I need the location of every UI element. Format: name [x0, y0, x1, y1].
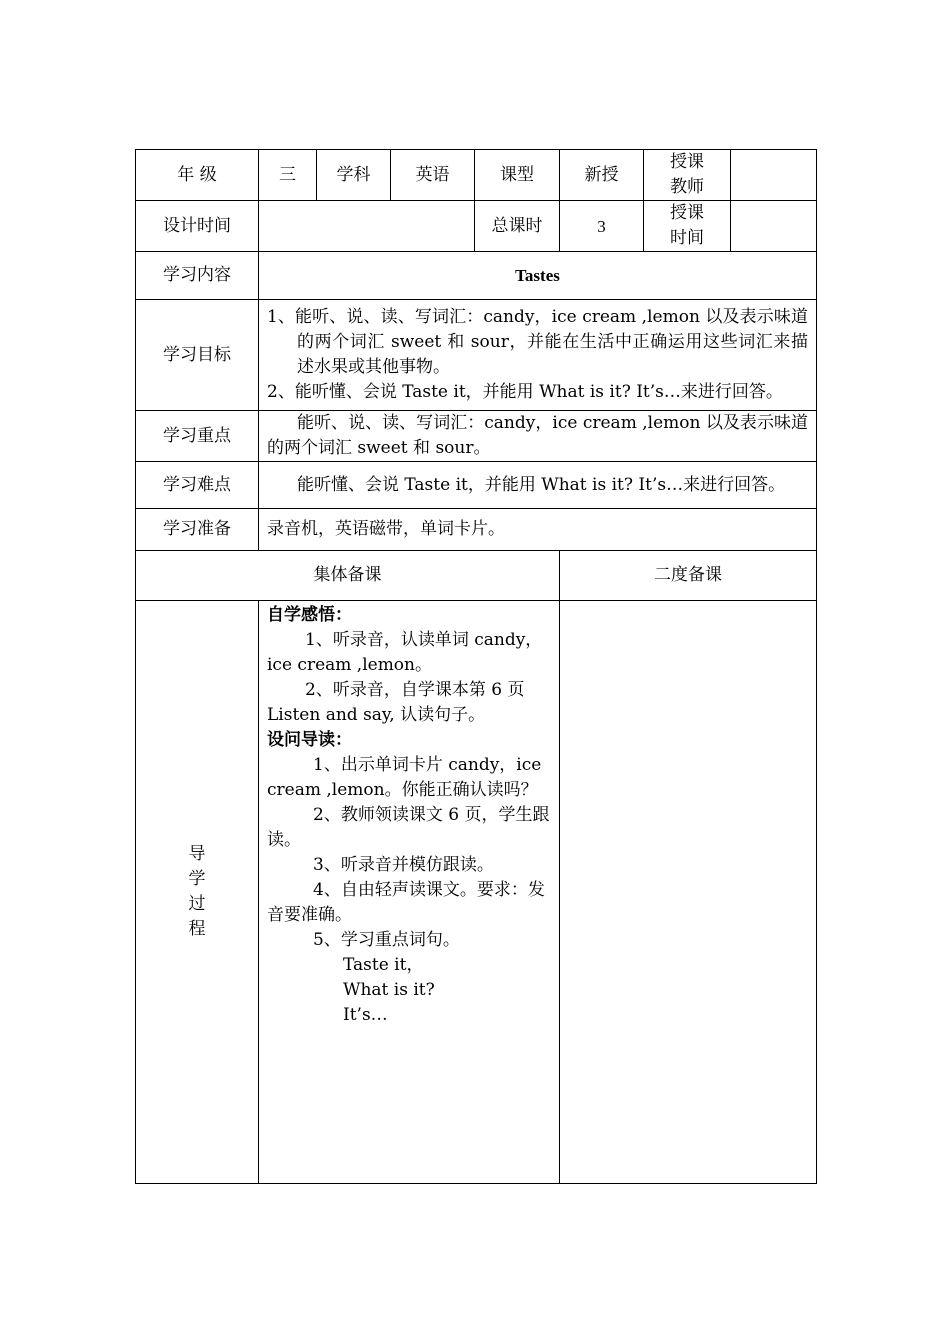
preparation-row: [136, 509, 817, 551]
guided-item-5: 5、学习重点词句。: [313, 930, 460, 950]
preparation-label: 学习准备: [136, 509, 259, 551]
key-points-text: 能听、说、读、写词汇：candy，ice cream ,lemon 以及表示味道的两个词汇 sweet 和 sour。: [259, 411, 817, 462]
process-content: [259, 601, 560, 1184]
process-label-char: 过: [188, 894, 206, 914]
collective-planning-label: 集体备课: [136, 551, 560, 601]
content-label: 学习内容: [136, 252, 259, 300]
process-label-char: 程: [188, 919, 206, 939]
objectives-label: 学习目标: [136, 300, 259, 411]
guided-heading: 设问导读：: [267, 730, 352, 750]
guided-item-4: 4、自由轻声读课文。要求：发音要准确。: [267, 880, 545, 925]
lesson-title: Tastes: [259, 252, 817, 300]
teacher-value: [731, 150, 817, 201]
header-row-1: [136, 150, 817, 201]
lesson-plan-table: [135, 149, 817, 1184]
objective-item-1: 1、能听、说、读、写词汇：candy，ice cream ,lemon 以及表示味道的两个词汇 sweet 和 sour，并能在生活中正确运用这些词汇来描述水果或其他事物。: [267, 307, 808, 377]
total-hours-value: 3: [560, 201, 644, 252]
key-sentence-1: Taste it，: [343, 955, 424, 975]
difficulties-row: [136, 462, 817, 509]
key-points-label: 学习重点: [136, 411, 259, 462]
content-row: [136, 252, 817, 300]
objectives-row: [136, 300, 817, 411]
self-study-heading: 自学感悟：: [267, 605, 352, 625]
process-label-vertical: [187, 842, 207, 942]
design-time-label: 设计时间: [136, 201, 259, 252]
difficulties-text: 能听懂、会说 Taste it，并能用 What is it? It’s…来进行回答。: [259, 462, 817, 509]
guided-item-1: 1、出示单词卡片 candy，ice cream ,lemon。你能正确认读吗？: [267, 755, 542, 800]
guided-item-2: 2、教师领读课文 6 页，学生跟读。: [267, 805, 550, 850]
subject-label: 学科: [317, 150, 391, 201]
subject-value: 英语: [391, 150, 475, 201]
second-planning-label: 二度备课: [560, 551, 817, 601]
process-label-char: 学: [188, 869, 206, 889]
teach-time-value: [731, 201, 817, 252]
second-planning-content: [560, 601, 817, 1184]
header-row-2: [136, 201, 817, 252]
process-label-char: 导: [188, 844, 206, 864]
key-sentence-3: It’s…: [343, 1005, 388, 1025]
self-study-item-2: 2、听录音，自学课本第 6 页 Listen and say, 认读句子。: [267, 680, 525, 725]
difficulties-label: 学习难点: [136, 462, 259, 509]
key-points-row: [136, 411, 817, 462]
grade-label: 年 级: [136, 150, 259, 201]
preparation-text: 录音机，英语磁带，单词卡片。: [259, 509, 817, 551]
planning-header-row: [136, 551, 817, 601]
guided-item-3: 3、听录音并模仿跟读。: [313, 855, 494, 875]
objective-item-2: 2、能听懂、会说 Taste it，并能用 What is it? It’s…来进行回答。: [267, 382, 783, 402]
key-sentence-2: What is it?: [343, 980, 435, 1000]
objectives-cell: [259, 300, 817, 411]
process-label: [136, 601, 259, 1184]
grade-value: 三: [259, 150, 317, 201]
lesson-type-label: 课型: [475, 150, 560, 201]
self-study-item-1: 1、听录音，认读单词 candy，ice cream ,lemon。: [267, 630, 543, 675]
design-time-value: [259, 201, 475, 252]
teacher-label: 授课教师: [644, 150, 731, 201]
lesson-type-value: 新授: [560, 150, 644, 201]
teach-time-label: 授课时间: [644, 201, 731, 252]
total-hours-label: 总课时: [475, 201, 560, 252]
process-row: [136, 601, 817, 1184]
